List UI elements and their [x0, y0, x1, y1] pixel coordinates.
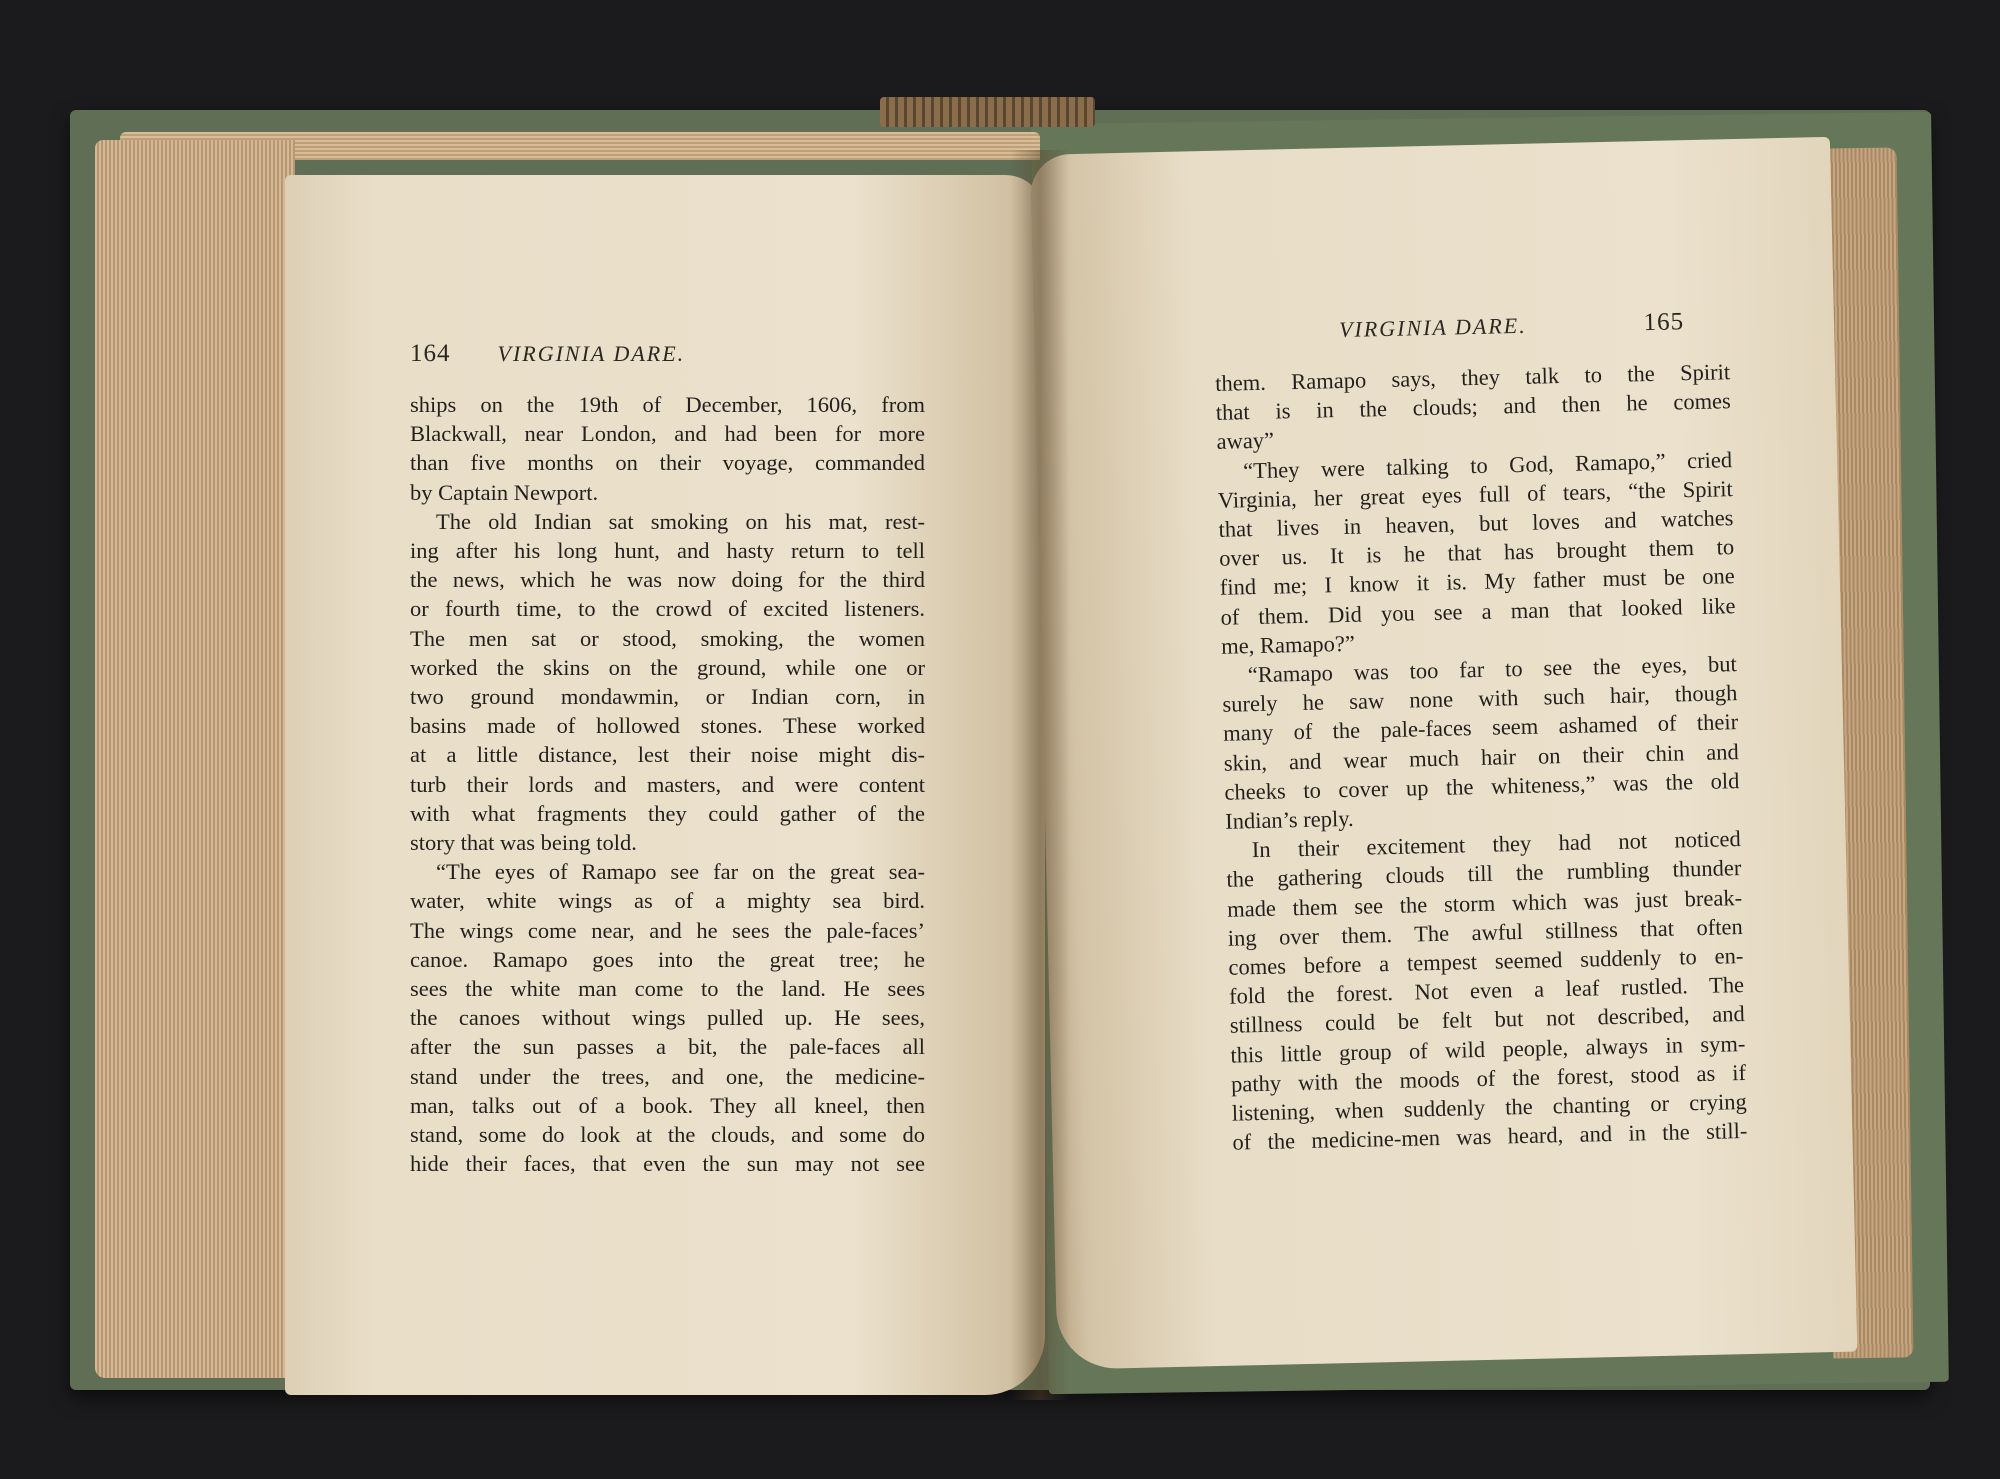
- left-running-title: VIRGINIA DARE.: [497, 341, 686, 366]
- text-line: “The eyes of Ramapo see far on the great sea-: [436, 859, 925, 885]
- text-line: ing over them. The awful stillness that often: [1227, 913, 1743, 951]
- text-line: me, Ramapo?”: [1220, 630, 1356, 659]
- text-line: stand, some do look at the clouds, and some do: [410, 1122, 925, 1148]
- left-running-head: [410, 340, 685, 368]
- text-line: ing after his long hunt, and hasty return to tell: [410, 538, 925, 564]
- text-line: In their excitement they had not noticed: [1251, 826, 1741, 863]
- text-line: by Captain Newport.: [410, 479, 599, 505]
- book-gutter: [1010, 150, 1070, 1400]
- text-line: pathy with the moods of the forest, stood as if: [1230, 1059, 1747, 1097]
- text-line: stillness could be felt but not described, and: [1229, 1001, 1745, 1039]
- text-line: sees the white man come to the land. He sees: [410, 976, 925, 1002]
- text-line: fold the forest. Not even a leaf rustled. The: [1228, 972, 1745, 1009]
- text-line: two ground mondawmin, or Indian corn, in: [410, 684, 925, 710]
- right-page: [1030, 137, 1857, 1370]
- right-running-title: VIRGINIA DARE.: [1338, 312, 1527, 343]
- text-line: stand under the trees, and one, the medicine-: [410, 1063, 925, 1089]
- text-line: comes before a tempest seemed suddenly to en-: [1228, 943, 1744, 980]
- text-line: that is in the clouds; and then he comes: [1215, 388, 1732, 426]
- text-line: turb their lords and masters, and were content: [410, 771, 925, 797]
- left-page: [285, 175, 1045, 1395]
- text-line: “Ramapo was too far to see the eyes, but: [1247, 651, 1738, 688]
- text-line: water, white wings as of a mighty sea bird.: [410, 888, 925, 914]
- text-line: at a little distance, lest their noise might dis-: [410, 742, 925, 768]
- text-line: The wings come near, and he sees the pale-faces’: [410, 917, 925, 943]
- right-page-number: 165: [1643, 308, 1685, 337]
- text-line: many of the pale-faces seem ashamed of their: [1222, 709, 1739, 747]
- text-line: the canoes without wings pulled up. He sees,: [410, 1005, 925, 1031]
- text-line: cheeks to cover up the whiteness,” was the old: [1224, 767, 1740, 805]
- text-line: basins made of hollowed stones. These worked: [410, 713, 925, 739]
- text-line: The men sat or stood, smoking, the women: [410, 625, 925, 651]
- left-page-number: 164: [410, 340, 451, 367]
- text-line: story that was being told.: [410, 830, 637, 856]
- text-line: the gathering clouds till the rumbling thunder: [1226, 855, 1742, 893]
- text-line: surely he saw none with such hair, though: [1222, 680, 1738, 718]
- right-page-text: [1215, 357, 1748, 1157]
- text-line: that lives in heaven, but loves and watches: [1218, 505, 1734, 542]
- text-line: “They were talking to God, Ramapo,” cried: [1242, 446, 1733, 483]
- page-edges-left: [95, 140, 295, 1378]
- right-running-head: [1339, 308, 1685, 344]
- book-spine: [880, 97, 1095, 127]
- text-line: of the medicine-men was heard, and in the still-: [1232, 1118, 1748, 1155]
- text-line: find me; I know it is. My father must be one: [1219, 563, 1736, 601]
- text-line: canoe. Ramapo goes into the great tree; he: [410, 946, 925, 972]
- text-line: hide their faces, that even the sun may not see: [410, 1151, 925, 1177]
- text-line: over us. It is he that has brought them to: [1218, 534, 1735, 572]
- text-line: this little group of wild people, always in sym-: [1230, 1030, 1746, 1068]
- left-page-text: [410, 390, 925, 1178]
- text-line: of them. Did you see a man that looked like: [1220, 592, 1736, 630]
- text-line: Virginia, her great eyes full of tears, “the Spirit: [1217, 475, 1734, 513]
- text-line: or fourth time, to the crowd of excited listeners.: [410, 596, 925, 622]
- text-line: with what fragments they could gather of the: [410, 800, 925, 826]
- text-line: listening, when suddenly the chanting or crying: [1231, 1089, 1747, 1126]
- text-line: The old Indian sat smoking on his mat, rest-: [436, 508, 925, 534]
- text-line: them. Ramapo says, they talk to the Spirit: [1214, 359, 1731, 396]
- text-line: Indian’s reply.: [1224, 805, 1354, 834]
- text-line: the news, which he was now doing for the third: [410, 567, 925, 593]
- text-line: worked the skins on the ground, while one or: [410, 654, 925, 680]
- text-line: Blackwall, near London, and had been for more: [410, 421, 925, 447]
- text-line: man, talks out of a book. They all kneel, then: [410, 1092, 925, 1118]
- text-line: ships on the 19th of December, 1606, from: [410, 392, 925, 417]
- text-line: away”: [1216, 427, 1275, 455]
- text-line: than five months on their voyage, commanded: [410, 450, 925, 476]
- text-line: after the sun passes a bit, the pale-faces all: [410, 1034, 925, 1060]
- text-line: made them see the storm which was just break-: [1226, 884, 1743, 922]
- text-line: skin, and wear much hair on their chin and: [1223, 738, 1739, 776]
